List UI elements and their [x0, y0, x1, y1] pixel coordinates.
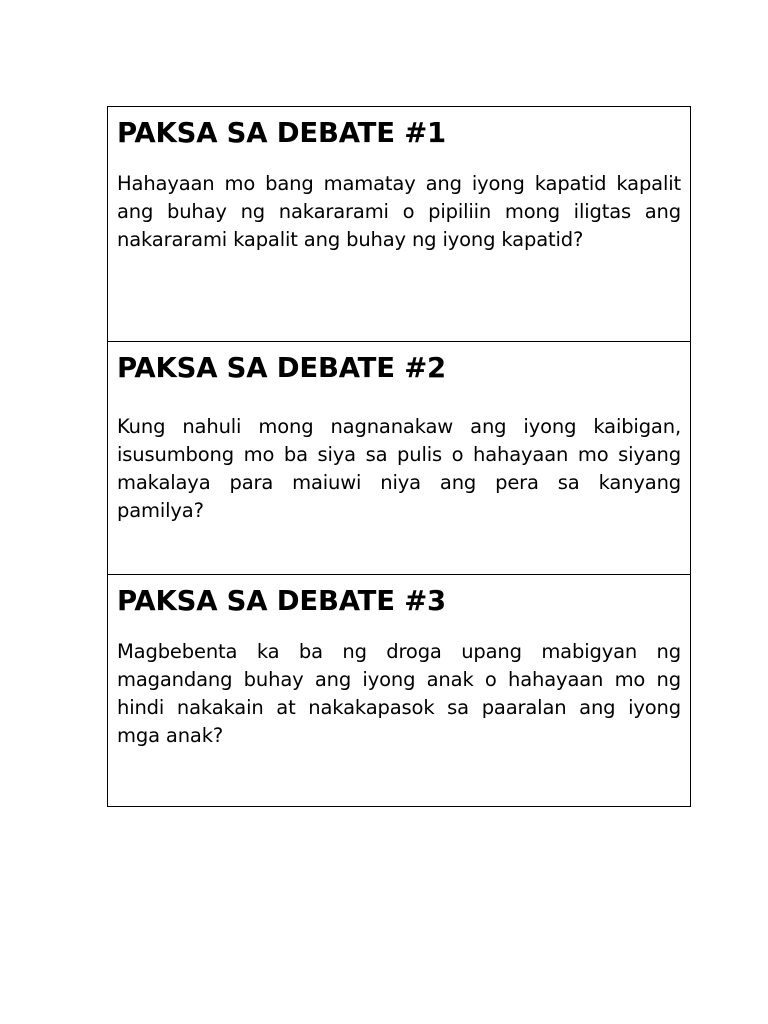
topic-title: PAKSA SA DEBATE #1: [117, 117, 446, 149]
debate-topics-table: [107, 106, 691, 807]
topic-title: PAKSA SA DEBATE #2: [117, 352, 446, 384]
debate-topic-card: [108, 341, 690, 574]
topic-title: PAKSA SA DEBATE #3: [117, 585, 446, 617]
debate-topic-card: [108, 107, 690, 341]
topic-question: Kung nahuli mong nagnanakaw ang iyong kaibigan, isusumbong mo ba siya sa pulis o hahayaan mo siyang makalaya para maiuwi niya ang pera sa kanyang pamilya?: [117, 415, 681, 522]
topic-question: Magbebenta ka ba ng droga upang mabigyan ng magandang buhay ang iyong anak o hahayaan mo ng hindi nakakain at nakakapasok sa paaralan ang iyong mga anak?: [117, 640, 681, 747]
topic-question: Hahayaan mo bang mamatay ang iyong kapatid kapalit ang buhay ng nakararami o pipiliin mong iligtas ang nakararami kapalit ang buhay ng iyong kapatid?: [117, 172, 681, 251]
debate-topic-card: [108, 574, 690, 806]
